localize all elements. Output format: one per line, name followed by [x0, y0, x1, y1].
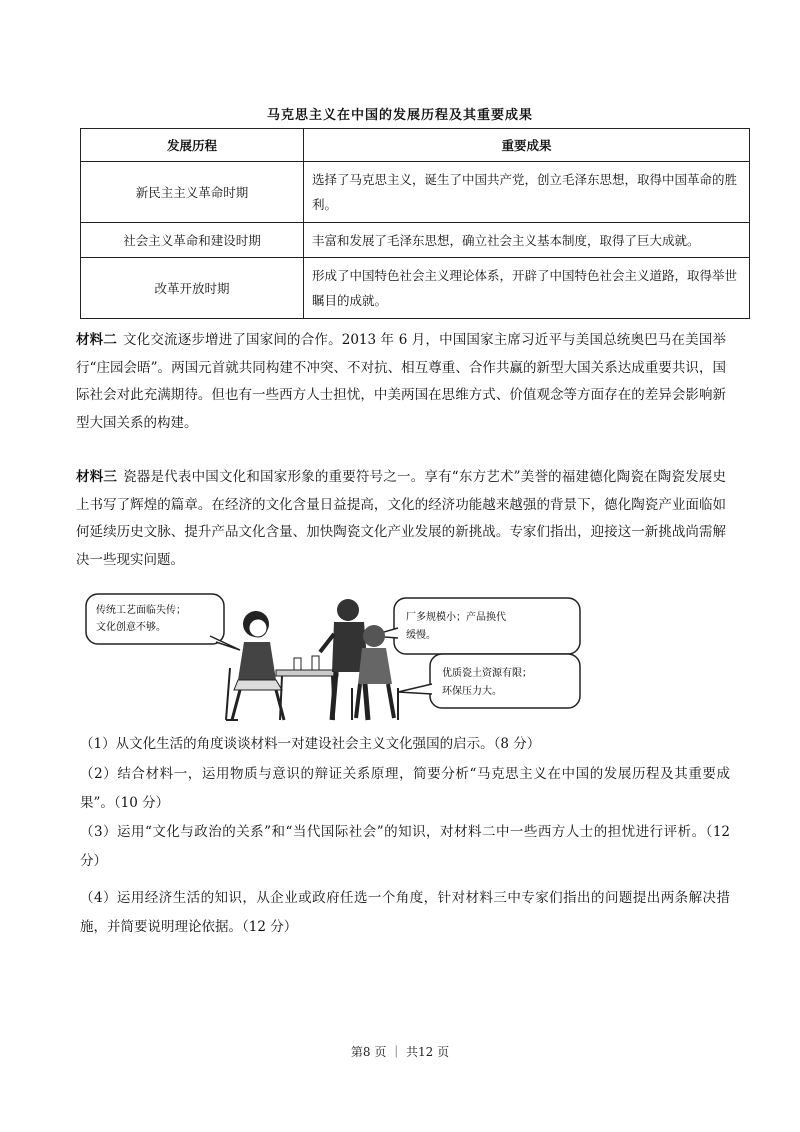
stage-cell: 新民主主义革命时期 [81, 162, 304, 223]
speech-bubble-top-right [394, 598, 580, 654]
bubble-top-right-line-1: 厂多规模小；产品换代 [406, 612, 506, 623]
question-1: （1）从文化生活的角度谈谈材料一对建设社会主义文化强国的启示。（8 分） [80, 736, 541, 752]
material-two-label: 材料二 [76, 332, 118, 348]
material-two-text: 文化交流逐步增进了国家间的合作。2013 年 6 月，中国国家主席习近平与美国总统奥巴马在美国举行“庄园会晤”。两国元首就共同构建不冲突、不对抗、相互尊重、合作共赢的新型大国关系达成重要共识，国际社会对此充满期待。但也有一些西方人士担忧，中美两国在思维方式、价值观念等方面存在的差异会影响新型大国关系的构建。 [76, 332, 726, 431]
stage-cell: 社会主义革命和建设时期 [81, 223, 304, 258]
result-cell: 选择了马克思主义，诞生了中国共产党，创立毛泽东思想，取得中国革命的胜利。 [304, 162, 750, 223]
woman-figure-icon [226, 611, 284, 720]
ceramics-cartoon-illustration [80, 588, 600, 726]
material-three-label: 材料三 [76, 469, 118, 485]
header-result: 重要成果 [304, 129, 750, 162]
bubble-bottom-right-line-2: 环保压力大。 [442, 686, 502, 697]
table-title: 马克思主义在中国的发展历程及其重要成果 [266, 108, 533, 123]
table-row [81, 258, 750, 319]
speech-bubble-left [86, 594, 224, 644]
speech-bubble-bottom-right-tail [398, 684, 432, 694]
bubble-left-line-2: 文化创意不够。 [96, 622, 166, 633]
table-header-row [81, 129, 750, 162]
tea-table-icon [276, 656, 338, 720]
stage-cell: 改革开放时期 [81, 258, 304, 319]
page-footer: 第8 页 ｜ 共12 页 [350, 1045, 450, 1059]
material-two [76, 327, 726, 437]
bubble-left-line-1: 传统工艺面临失传； [96, 605, 186, 616]
result-cell: 丰富和发展了毛泽东思想，确立社会主义基本制度，取得了巨大成就。 [304, 223, 750, 258]
bubble-top-right-line-2: 缓慢。 [406, 630, 436, 641]
material-three [76, 464, 726, 574]
question-3: （3）运用“文化与政治的关系”和“当代国际社会”的知识，对材料二中一些西方人士的担忧进行评析。（12 分） [80, 824, 730, 869]
table-row [81, 162, 750, 223]
header-stage: 发展历程 [81, 129, 304, 162]
material-three-text: 瓷器是代表中国文化和国家形象的重要符号之一。享有“东方艺术”美誉的福建德化陶瓷在陶瓷发展史上书写了辉煌的篇章。在经济的文化含量日益提高，文化的经济功能越来越强的背景下，德化陶瓷产业面临如何延续历史文脉、提升产品文化含量、加快陶瓷文化产业发展的新挑战。专家们指出，迎接这一新挑战尚需解决一些现实问题。 [76, 469, 726, 568]
table-row [81, 223, 750, 258]
question-4: （4）运用经济生活的知识，从企业或政府任选一个角度，针对材料三中专家们指出的问题提出两条解决措施，并简要说明理论依据。（12 分） [80, 890, 730, 935]
development-table [80, 128, 750, 319]
result-cell: 形成了中国特色社会主义理论体系，开辟了中国特色社会主义道路，取得举世瞩目的成就。 [304, 258, 750, 319]
speech-bubble-bottom-right [430, 654, 580, 708]
bubble-bottom-right-line-1: 优质瓷土资源有限； [442, 668, 532, 679]
question-2: （2）结合材料一，运用物质与意识的辩证关系原理，简要分析“马克思主义在中国的发展历程及其重要成果”。（10 分） [80, 766, 730, 811]
